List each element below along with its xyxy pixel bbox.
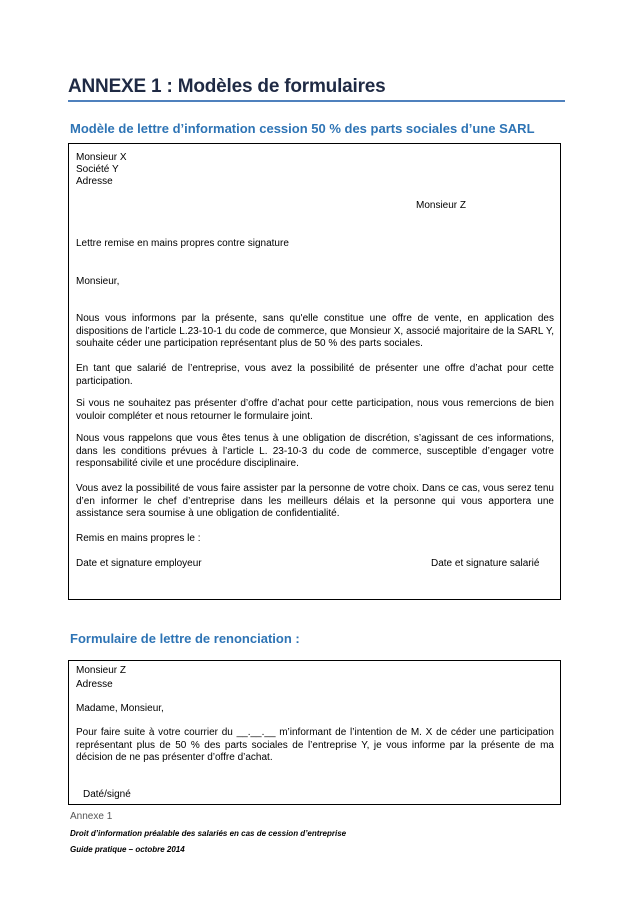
page-title: ANNEXE 1 : Modèles de formulaires — [68, 76, 565, 102]
information-letter-box — [68, 143, 561, 600]
employee-signature: Date et signature salarié — [431, 558, 540, 569]
footer-guide-title: Droit d’information préalable des salariés en cas de cession d’entreprise — [70, 829, 347, 838]
footer-annexe: Annexe 1 — [70, 811, 113, 822]
footer-guide-date: Guide pratique – octobre 2014 — [70, 845, 185, 854]
section2-heading: Formulaire de lettre de renonciation : — [70, 631, 300, 646]
delivery-mention: Lettre remise en mains propres contre signature — [76, 238, 289, 249]
remis-mention: Remis en mains propres le : — [76, 533, 201, 544]
form-sender-name: Monsieur Z — [76, 665, 127, 676]
section1-heading: Modèle de lettre d’information cession 50 % des parts sociales d’une SARL — [70, 121, 535, 136]
sender-name: Monsieur X — [76, 152, 127, 163]
signed-mention: Daté/signé — [83, 789, 131, 800]
employer-signature: Date et signature employeur — [76, 558, 202, 569]
sender-address: Adresse — [76, 176, 113, 187]
renunciation-form-box — [68, 660, 561, 805]
sender-company: Société Y — [76, 164, 119, 175]
paragraph-intent: Nous vous informons par la présente, sans qu'elle constitue une offre de vente, en application des dispositions de l’article L.23-10-1 du code de commerce, que Monsieur X, associé majoritaire de la SARL Y, souhaite céder une participation représentant plus de 50 % des parts sociales. — [76, 313, 554, 349]
form-paragraph: Pour faire suite à votre courrier du __.__.__ m’informant de l’intention de M. X de céder une participation représentant plus de 50 % des parts sociales de l’entreprise Y, je vous informe par la présente de ma décision de ne pas présenter d’offre d’achat. — [76, 727, 554, 763]
salutation: Monsieur, — [76, 276, 120, 287]
paragraph-discretion: Nous vous rappelons que vous êtes tenus à une obligation de discrétion, s’agissant de ces informations, dans les conditions prévues à l’article L. 23-10-3 du code de commerce, susceptible d’engager votre responsabilité civile et une procédure disciplinaire. — [76, 433, 554, 469]
form-sender-address: Adresse — [76, 679, 113, 690]
form-salutation: Madame, Monsieur, — [76, 703, 164, 714]
paragraph-offer: En tant que salarié de l’entreprise, vous avez la possibilité de présenter une offre d’achat pour cette participation. — [76, 363, 554, 387]
paragraph-refusal: Si vous ne souhaitez pas présenter d’offre d’achat pour cette participation, nous vous remercions de bien vouloir compléter et nous retourner le formulaire joint. — [76, 398, 554, 422]
recipient-name: Monsieur Z — [416, 200, 467, 211]
paragraph-assistance: Vous avez la possibilité de vous faire assister par la personne de votre choix. Dans ce cas, vous serez tenu d’en informer le chef d’entreprise dans les meilleurs délais et la personne qui vous apportera une assistance sera soumise à une obligation de confidentialité. — [76, 483, 554, 519]
